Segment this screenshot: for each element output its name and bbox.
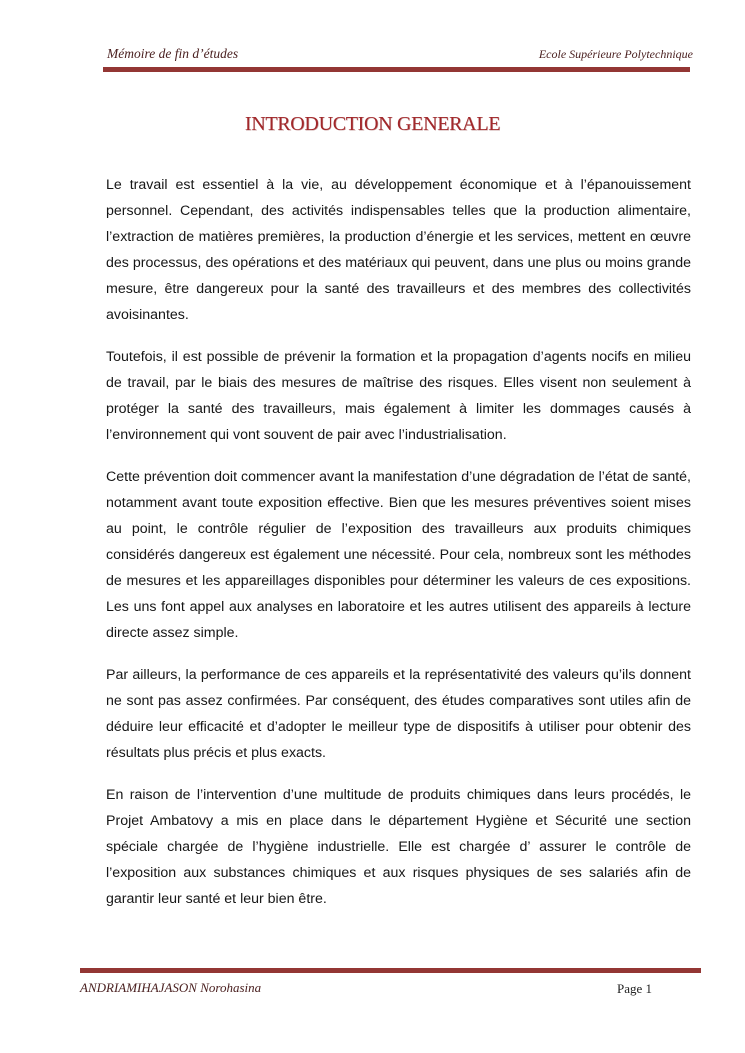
document-body	[106, 172, 691, 928]
paragraph-1: Le travail est essentiel à la vie, au développement économique et à l’épanouissement personnel. Cependant, des activités indispensables telles que la production alimentaire, l’extraction de matières premières, la production d’énergie et les services, mettent en œuvre des processus, des opérations et des matériaux qui peuvent, dans une plus ou moins grande mesure, être dangereux pour la santé des travailleurs et des membres des collectivités avoisinantes.	[106, 177, 691, 323]
paragraph-2: Toutefois, il est possible de prévenir la formation et la propagation d’agents nocifs en milieu de travail, par le biais des mesures de maîtrise des risques. Elles visent non seulement à protéger la santé des travailleurs, mais également à limiter les dommages causés à l’environnement qui vont souvent de pair avec l’industrialisation.	[106, 349, 691, 443]
page-title: INTRODUCTION GENERALE	[244, 113, 501, 135]
footer-page-number: Page 1	[616, 981, 652, 996]
header-right-text: Ecole Supérieure Polytechnique	[538, 47, 693, 61]
footer-rule	[80, 968, 701, 973]
header-rule	[103, 67, 690, 72]
paragraph-4: Par ailleurs, la performance de ces appareils et la représentativité des valeurs qu’ils donnent ne sont pas assez confirmées. Par conséquent, des études comparatives sont utiles afin de déduire leur efficacité et d’adopter le meilleur type de dispositifs à utiliser pour obtenir des résultats plus précis et plus exacts.	[106, 667, 691, 761]
paragraph-5: En raison de l’intervention d’une multitude de produits chimiques dans leurs procédés, le Projet Ambatovy a mis en place dans le département Hygiène et Sécurité une section spéciale chargée de l’hygiène industrielle. Elle est chargée d’ assurer le contrôle de l’exposition aux substances chimiques et aux risques physiques de ses salariés afin de garantir leur santé et leur bien être.	[106, 787, 691, 907]
footer-author: ANDRIAMIHAJASON Norohasina	[80, 980, 262, 995]
paragraph-3: Cette prévention doit commencer avant la manifestation d’une dégradation de l’état de santé, notamment avant toute exposition effective. Bien que les mesures préventives soient mises au point, le contrôle régulier de l’exposition des travailleurs aux produits chimiques considérés dangereux est également une nécessité. Pour cela, nombreux sont les méthodes de mesures et les appareillages disponibles pour déterminer les valeurs de ces expositions. Les uns font appel aux analyses en laboratoire et les autres utilisent des appareils à lecture directe assez simple.	[106, 469, 691, 641]
header-left-text: Mémoire de fin d’études	[107, 46, 239, 61]
